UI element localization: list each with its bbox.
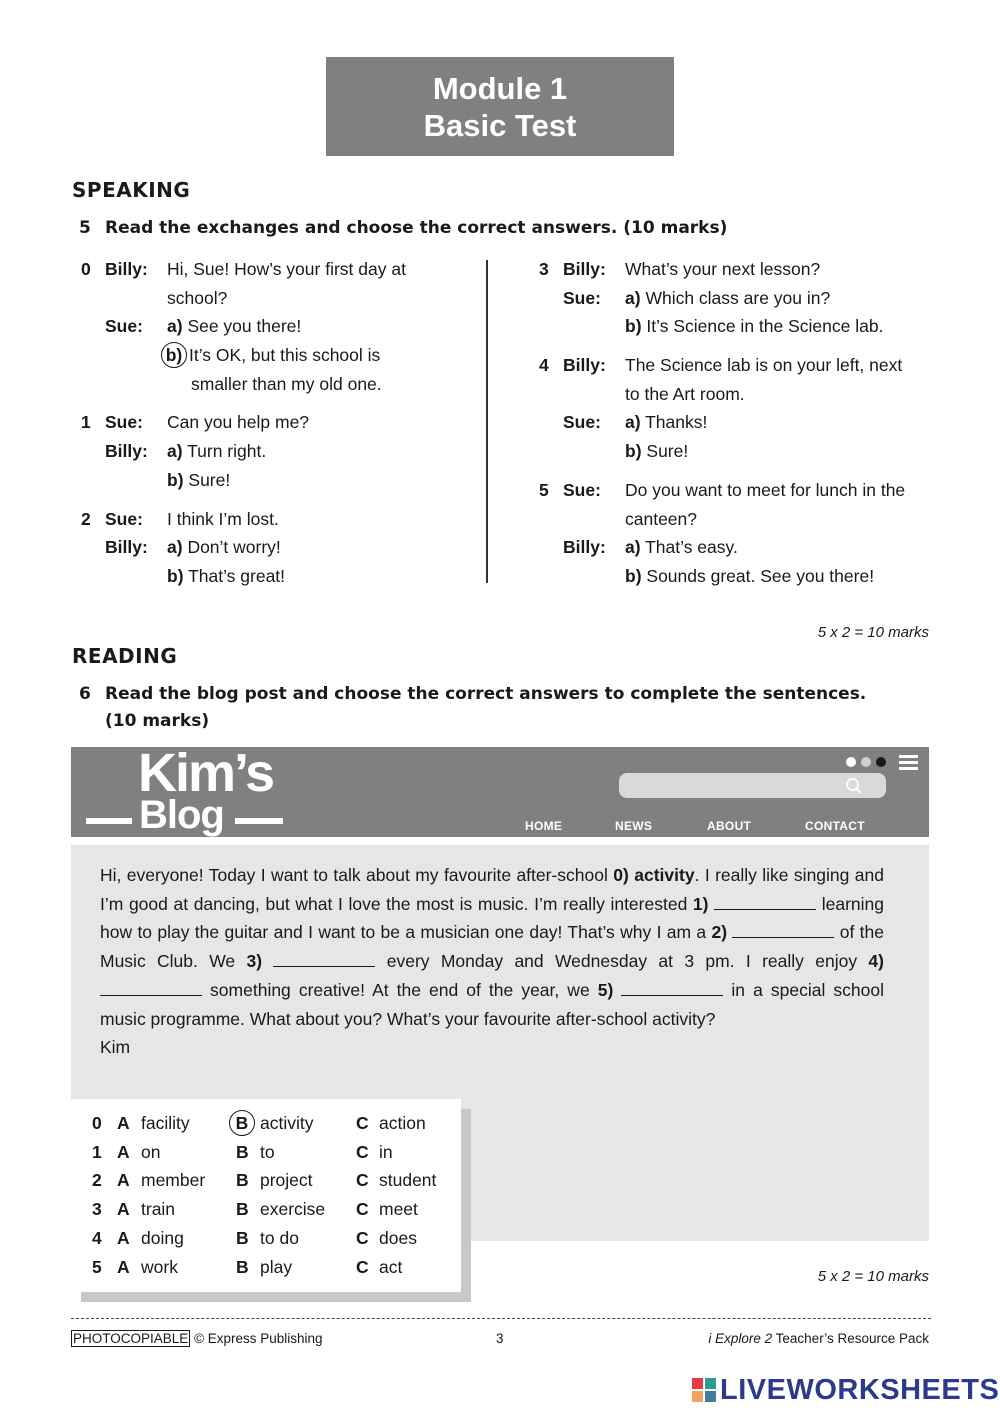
option-number: 3: [92, 1199, 102, 1220]
letter-c: C: [356, 1199, 369, 1220]
choice-b[interactable]: exercise: [260, 1199, 326, 1220]
liveworksheets-watermark: LIVEWORKSHEETS: [720, 1374, 1000, 1406]
option-b-text[interactable]: Sounds great. See you there!: [646, 565, 875, 586]
blog-signoff: Kim: [100, 1037, 131, 1058]
exchange-number: 3: [539, 259, 549, 279]
blog-text-part: something creative! At the end of the year, we: [202, 979, 598, 1000]
letter-a: A: [117, 1227, 130, 1248]
letter-a: A: [117, 1170, 130, 1191]
speaker: Billy:: [563, 259, 606, 279]
speaking-marks: 5 x 2 = 10 marks: [817, 624, 929, 641]
reading-marks: 5 x 2 = 10 marks: [817, 1268, 929, 1285]
option-b-text[interactable]: That’s great!: [188, 565, 286, 586]
option-row-2: [71, 1166, 461, 1195]
instruction-marks: (10 marks): [105, 711, 210, 731]
blog-text-part: . I really like singing and I’m good at dancing, but what I love the most is music. I’m really interested: [100, 865, 884, 914]
options-card: [71, 1099, 461, 1292]
choice-b[interactable]: project: [260, 1170, 313, 1191]
gap-number: 5): [597, 979, 614, 1000]
option-number: 4: [92, 1227, 102, 1248]
option-label-a: a): [167, 316, 183, 337]
module-title-box: [326, 57, 674, 156]
prompt-text: to the Art room.: [625, 383, 745, 404]
choice-a[interactable]: doing: [141, 1227, 184, 1248]
option-label-a: a): [625, 537, 641, 558]
option-b-text[interactable]: It’s OK, but this school is: [189, 345, 381, 366]
speaker: Billy:: [563, 355, 606, 376]
choice-a[interactable]: on: [141, 1141, 161, 1162]
option-a-text[interactable]: Thanks!: [645, 412, 708, 433]
choice-c[interactable]: student: [379, 1170, 437, 1191]
option-b-text-cont: smaller than my old one.: [191, 373, 382, 394]
exchange-2: [81, 505, 481, 591]
instruction-number: 6: [79, 684, 91, 704]
option-a-text[interactable]: See you there!: [187, 316, 302, 337]
option-label-a: a): [625, 287, 641, 308]
speaker: Sue:: [105, 316, 143, 337]
letter-c: C: [356, 1170, 369, 1191]
choice-a[interactable]: work: [141, 1256, 178, 1277]
footer-divider: [71, 1318, 931, 1319]
option-label-a: a): [625, 412, 641, 433]
nav-news[interactable]: NEWS: [615, 819, 653, 833]
option-label-a: a): [167, 441, 183, 462]
blog-text-part: of the Music Club. We: [100, 922, 884, 972]
option-label-b: b): [625, 316, 642, 337]
option-a-text[interactable]: Which class are you in?: [645, 287, 831, 308]
option-row-4: [71, 1224, 461, 1253]
blog-text-part: in a special school music programme. What about you? What’s your favourite after-school activity?: [100, 979, 884, 1029]
choice-b[interactable]: play: [260, 1256, 293, 1277]
letter-b: B: [236, 1170, 249, 1191]
speaker: Sue:: [105, 412, 143, 433]
blog-text-part: Hi, everyone! Today I want to talk about my favourite after-school: [100, 865, 614, 885]
option-number: 1: [92, 1141, 102, 1162]
title-module: Module 1: [432, 70, 568, 106]
option-a-text[interactable]: Don’t worry!: [187, 537, 281, 558]
example-answer: activity: [634, 865, 695, 885]
gap-number: 2): [711, 922, 728, 943]
circled-answer-b[interactable]: b): [161, 342, 187, 368]
choice-b[interactable]: activity: [260, 1113, 314, 1133]
letter-b: B: [236, 1227, 249, 1248]
page-dot-1-icon[interactable]: [846, 757, 856, 767]
page-dot-3-icon[interactable]: [876, 757, 886, 767]
prompt-text: I think I’m lost.: [167, 508, 279, 529]
circled-letter-b[interactable]: B: [229, 1110, 255, 1136]
letter-c: C: [356, 1256, 369, 1277]
speaker: Billy:: [105, 259, 148, 279]
choice-a[interactable]: member: [141, 1170, 206, 1191]
option-a-text[interactable]: Turn right.: [187, 441, 267, 462]
option-row-0: [71, 1109, 461, 1138]
option-label-b: b): [167, 565, 184, 586]
option-row-1: [71, 1138, 461, 1167]
letter-a: A: [117, 1113, 130, 1133]
nav-about[interactable]: ABOUT: [707, 819, 752, 833]
gap-number: 0): [613, 865, 629, 885]
gap-5-blank[interactable]: [621, 978, 723, 996]
speaker: Sue:: [563, 412, 601, 433]
option-b-text[interactable]: Sure!: [646, 441, 689, 462]
gap-number: 1): [692, 893, 709, 914]
footer-left: [71, 1331, 323, 1346]
option-row-3: [71, 1195, 461, 1224]
logo-bar-right: [235, 818, 283, 824]
liveworksheets-logo-icon: [692, 1378, 716, 1402]
prompt-text: Can you help me?: [167, 412, 310, 433]
gap-3-blank[interactable]: [273, 949, 375, 967]
letter-c: C: [356, 1113, 369, 1133]
option-label-a: a): [167, 537, 183, 558]
page-dot-2-icon[interactable]: [861, 757, 871, 767]
option-b-text[interactable]: It’s Science in the Science lab.: [646, 316, 884, 337]
prompt-text: The Science lab is on your left, next: [625, 355, 903, 376]
option-number: 5: [92, 1256, 102, 1277]
reading-heading: READING: [72, 644, 178, 668]
speaker: Billy:: [105, 441, 148, 462]
speaker: Sue:: [105, 508, 143, 529]
speaking-heading: SPEAKING: [72, 178, 191, 202]
gap-4-blank[interactable]: [100, 978, 202, 996]
exchange-0: [81, 255, 481, 398]
exchange-5: [539, 476, 939, 591]
gap-number: 4): [868, 951, 884, 972]
instruction-text: Read the exchanges and choose the correct answers. (10 marks): [105, 218, 728, 238]
gap-number: 3): [246, 951, 263, 972]
prompt-text: school?: [167, 287, 228, 308]
blog-text-part: every Monday and Wednesday at 3 pm. I really enjoy: [375, 951, 869, 972]
instruction-text: Read the blog post and choose the correct answers to complete the sentences.: [105, 684, 867, 704]
exchange-number: 5: [539, 479, 549, 500]
letter-b: B: [236, 1141, 249, 1162]
letter-c: C: [356, 1227, 369, 1248]
option-label-b: b): [167, 469, 184, 490]
exchange-4: [539, 351, 939, 466]
exchange-number: 2: [81, 508, 91, 529]
exchange-3: [539, 255, 939, 341]
column-divider: [486, 260, 488, 583]
title-subtitle: Basic Test: [423, 107, 577, 143]
reading-instruction: [79, 681, 959, 737]
choice-a[interactable]: train: [141, 1199, 176, 1220]
exchange-1: [81, 408, 481, 494]
photocopiable-label: PHOTOCOPIABLE: [73, 1331, 189, 1346]
exchange-number: 4: [539, 355, 549, 376]
nav-home[interactable]: HOME: [525, 819, 563, 833]
blog-logo-title: Kim’s: [138, 743, 274, 803]
blog-logo-subtitle: Blog: [139, 793, 224, 837]
prompt-text: canteen?: [625, 508, 698, 529]
option-number: 0: [92, 1113, 102, 1133]
choice-c[interactable]: does: [379, 1227, 417, 1248]
letter-a: A: [117, 1256, 130, 1277]
gap-1-blank[interactable]: [714, 892, 816, 910]
book-subtitle: Teacher’s Resource Pack: [772, 1331, 929, 1346]
letter-a: A: [117, 1141, 130, 1162]
prompt-text: Do you want to meet for lunch in the: [625, 479, 906, 500]
exchange-number: 0: [81, 259, 91, 279]
choice-a[interactable]: facility: [141, 1113, 190, 1133]
footer-right: [708, 1331, 929, 1346]
logo-bar-left: [86, 818, 132, 824]
nav-contact[interactable]: CONTACT: [805, 819, 865, 833]
speaker: Sue:: [563, 287, 601, 308]
speaker: Billy:: [105, 537, 148, 558]
speaker: Billy:: [563, 537, 606, 558]
prompt-text: Hi, Sue! How’s your first day at: [167, 259, 406, 279]
letter-b: B: [236, 1256, 249, 1277]
speaking-right-column: [539, 255, 939, 591]
option-a-text[interactable]: That’s easy.: [645, 537, 738, 558]
letter-c: C: [356, 1141, 369, 1162]
choice-b[interactable]: to do: [260, 1227, 299, 1248]
option-number: 2: [92, 1170, 102, 1191]
choice-c[interactable]: in: [379, 1141, 393, 1162]
gap-2-blank[interactable]: [732, 920, 834, 938]
letter-a: A: [117, 1199, 130, 1220]
speaker: Sue:: [563, 479, 601, 500]
choice-c[interactable]: act: [379, 1256, 403, 1277]
option-row-5: [71, 1253, 461, 1282]
prompt-text: What’s your next lesson?: [625, 259, 821, 279]
instruction-number: 5: [79, 218, 91, 238]
blog-text-part: learning how to play the guitar and I want to be a musician one day! That’s why I am a: [100, 893, 884, 943]
publisher: © Express Publishing: [194, 1331, 323, 1346]
letter-b: B: [236, 1199, 249, 1220]
choice-b[interactable]: to: [260, 1141, 275, 1162]
choice-c[interactable]: action: [379, 1113, 426, 1133]
book-title: i Explore 2: [708, 1331, 773, 1346]
blog-post-text: [100, 861, 884, 1062]
page-number: 3: [496, 1331, 504, 1346]
option-label-b: b): [625, 565, 642, 586]
option-label-b: b): [625, 441, 642, 462]
search-icon[interactable]: [845, 777, 863, 795]
option-b-text[interactable]: Sure!: [188, 469, 231, 490]
exchange-number: 1: [81, 412, 91, 433]
choice-c[interactable]: meet: [379, 1199, 418, 1220]
speaking-left-column: [81, 255, 481, 591]
